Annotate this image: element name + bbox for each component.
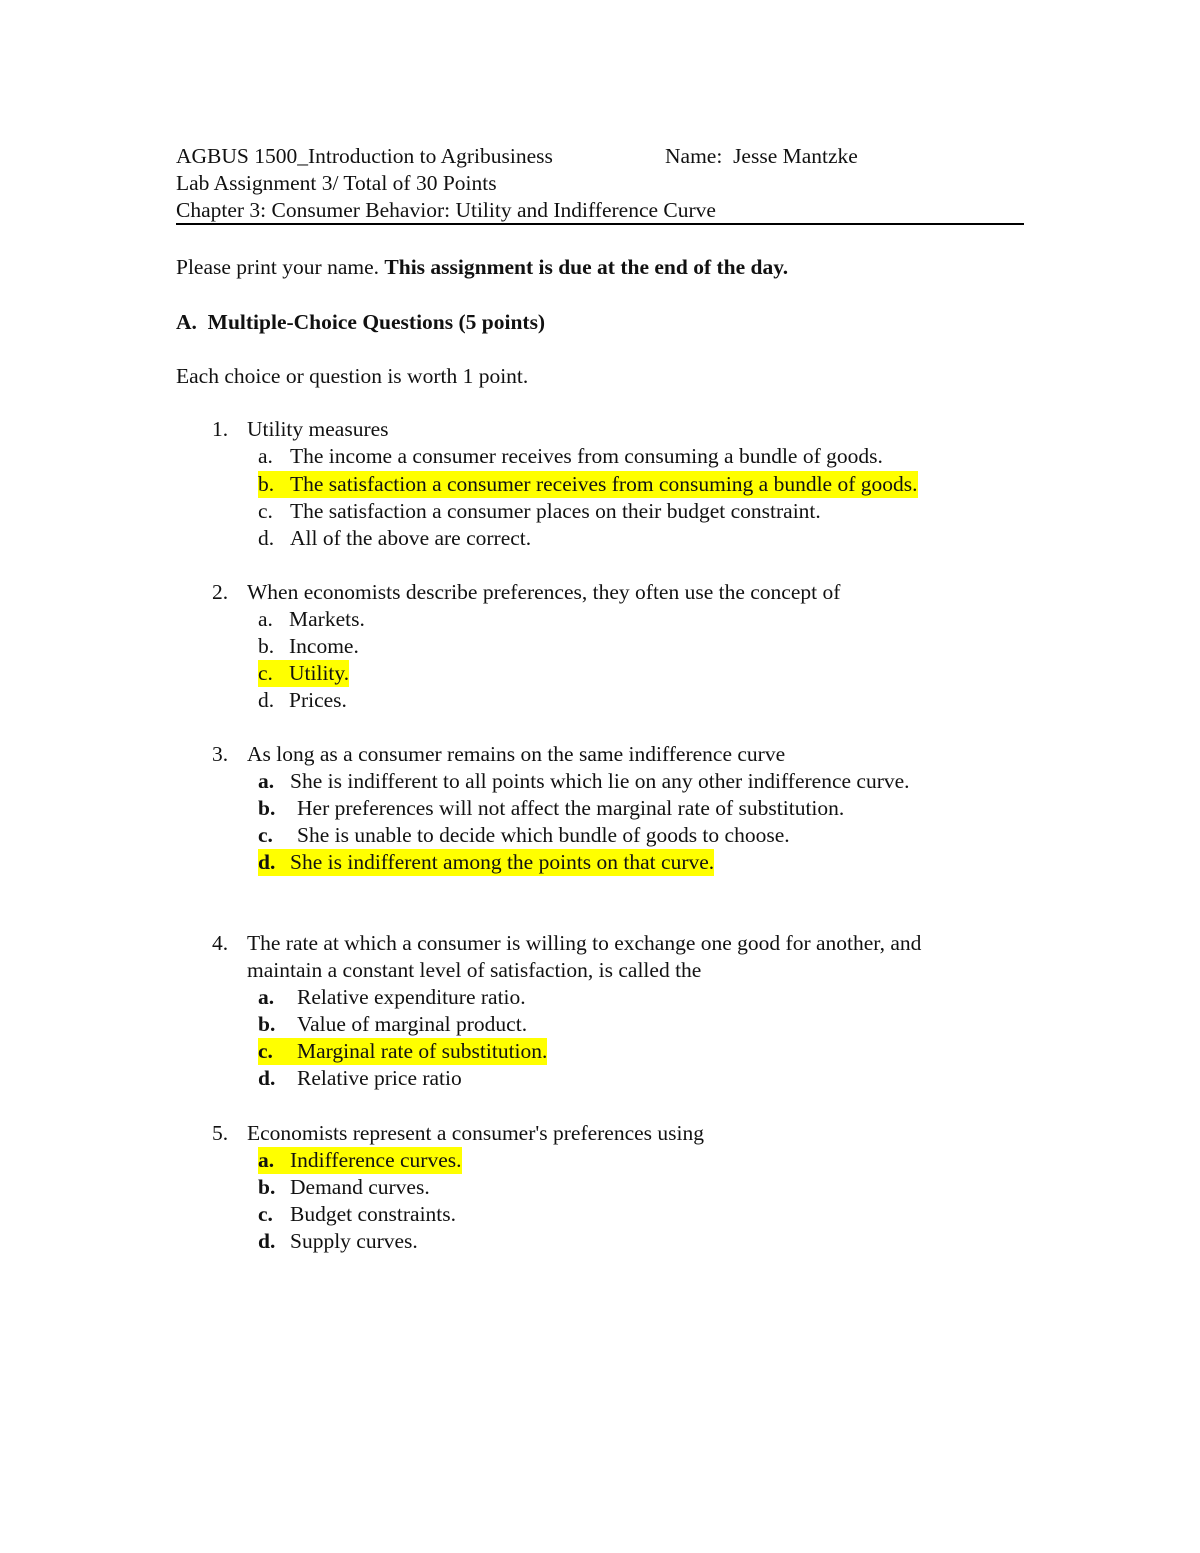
option-text: Indifference curves. — [290, 1148, 462, 1172]
section-a-letter: A. — [176, 310, 197, 334]
option-text: Utility. — [289, 661, 350, 685]
option-letter: d. — [258, 688, 275, 712]
name-label: Name: — [665, 144, 723, 168]
question-3-option-c — [258, 822, 790, 849]
question-2-option-c-highlighted — [258, 660, 349, 687]
question-4-text-line-2: maintain a constant level of satisfaction, is called the — [247, 958, 702, 982]
option-letter: b. — [258, 1175, 276, 1199]
option-letter: b. — [258, 634, 275, 658]
header-divider — [176, 223, 1024, 225]
option-letter: a. — [258, 985, 275, 1009]
question-2-number: 2. — [212, 580, 229, 604]
option-letter: d. — [258, 1229, 276, 1253]
option-text: She is indifferent among the points on that curve. — [290, 850, 715, 874]
intro-line — [176, 254, 788, 281]
option-letter: c. — [258, 1202, 273, 1226]
option-letter: b. — [258, 1012, 276, 1036]
student-name-line — [665, 143, 858, 170]
option-letter: d. — [258, 526, 275, 550]
question-5-option-c — [258, 1201, 456, 1228]
option-letter: d. — [258, 1066, 276, 1090]
section-a-instructions: Each choice or question is worth 1 point. — [176, 364, 529, 388]
question-3-number: 3. — [212, 742, 229, 766]
option-text: Prices. — [289, 688, 347, 712]
chapter-title: Chapter 3: Consumer Behavior: Utility and Indifference Curve — [176, 198, 716, 222]
question-2-option-a — [258, 606, 365, 633]
print-name-instruction: Please print your name. — [176, 255, 380, 279]
option-letter: b. — [258, 472, 275, 496]
question-5-number: 5. — [212, 1121, 229, 1145]
question-4-number: 4. — [212, 931, 229, 955]
question-1-text: Utility measures — [247, 417, 389, 441]
due-note: This assignment is due at the end of the day. — [384, 255, 789, 279]
option-text: The satisfaction a consumer places on their budget constraint. — [290, 499, 821, 523]
option-letter: a. — [258, 1148, 275, 1172]
question-2-option-d — [258, 687, 347, 714]
question-3-option-b — [258, 795, 844, 822]
option-letter: a. — [258, 769, 275, 793]
option-text: Relative expenditure ratio. — [297, 985, 526, 1009]
question-4-option-d — [258, 1065, 462, 1092]
question-1-option-c — [258, 498, 821, 525]
question-1-option-a — [258, 443, 883, 470]
option-letter: c. — [258, 823, 273, 847]
option-text: Demand curves. — [290, 1175, 430, 1199]
option-text: The satisfaction a consumer receives from consuming a bundle of goods. — [290, 472, 918, 496]
option-text: Marginal rate of substitution. — [297, 1039, 548, 1063]
option-letter: a. — [258, 607, 273, 631]
option-text: Relative price ratio — [297, 1066, 462, 1090]
option-letter: d. — [258, 850, 276, 874]
option-letter: b. — [258, 796, 276, 820]
question-4-option-a — [258, 984, 526, 1011]
question-4-text-line-1: The rate at which a consumer is willing to exchange one good for another, and — [247, 931, 922, 955]
question-5-option-a-highlighted — [258, 1147, 462, 1174]
question-5-option-b — [258, 1174, 430, 1201]
option-text: Supply curves. — [290, 1229, 418, 1253]
assignment-title: Lab Assignment 3/ Total of 30 Points — [176, 171, 497, 195]
question-2-text: When economists describe preferences, they often use the concept of — [247, 580, 841, 604]
option-text: The income a consumer receives from consuming a bundle of goods. — [290, 444, 883, 468]
option-text: She is indifferent to all points which lie on any other indifference curve. — [290, 769, 910, 793]
course-title: AGBUS 1500_Introduction to Agribusiness — [176, 144, 553, 168]
question-3-text: As long as a consumer remains on the same indifference curve — [247, 742, 786, 766]
option-text: She is unable to decide which bundle of goods to choose. — [297, 823, 790, 847]
option-letter: c. — [258, 1039, 273, 1063]
option-text: Budget constraints. — [290, 1202, 457, 1226]
option-text: Markets. — [289, 607, 365, 631]
question-1-option-d — [258, 525, 531, 552]
option-letter: a. — [258, 444, 273, 468]
question-1-number: 1. — [212, 417, 229, 441]
option-text: All of the above are correct. — [290, 526, 532, 550]
question-2-option-b — [258, 633, 359, 660]
question-1-option-b-highlighted — [258, 471, 918, 498]
student-name: Jesse Mantzke — [733, 144, 858, 168]
option-letter: c. — [258, 499, 273, 523]
section-a-heading — [176, 309, 545, 336]
option-text: Value of marginal product. — [297, 1012, 528, 1036]
section-a-title: Multiple-Choice Questions (5 points) — [207, 310, 546, 334]
question-3-option-a — [258, 768, 910, 795]
question-4-option-b — [258, 1011, 527, 1038]
option-text: Income. — [289, 634, 359, 658]
option-text: Her preferences will not affect the marginal rate of substitution. — [297, 796, 845, 820]
question-4-option-c-highlighted — [258, 1038, 547, 1065]
question-3-option-d-highlighted — [258, 849, 714, 876]
question-5-text: Economists represent a consumer's preferences using — [247, 1121, 705, 1145]
question-5-option-d — [258, 1228, 418, 1255]
option-letter: c. — [258, 661, 273, 685]
